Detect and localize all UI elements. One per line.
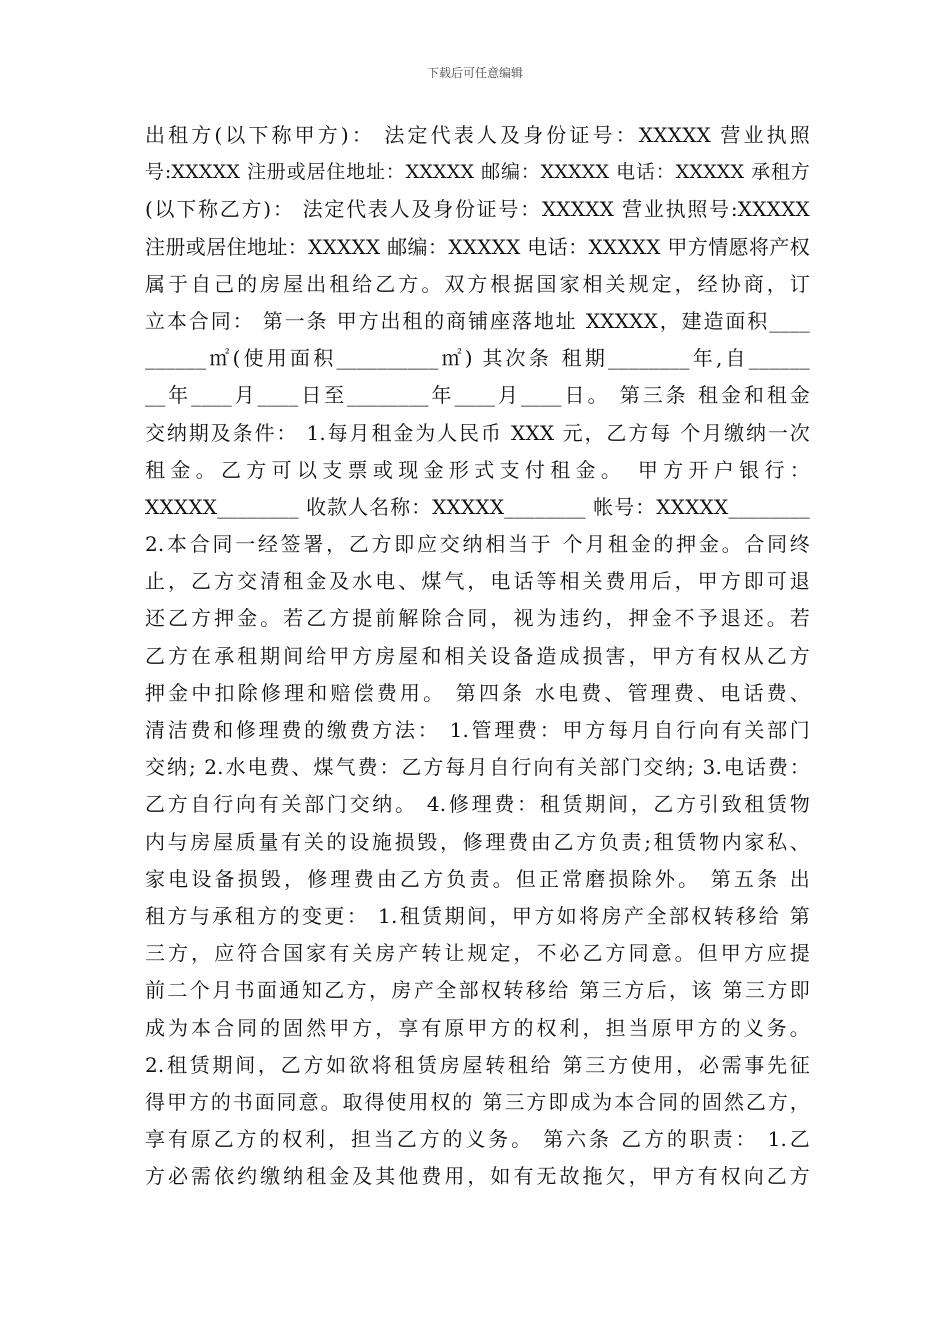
text-line: 清洁费和修理费的缴费方法： 1.管理费：甲方每月自行向有关部门 — [145, 718, 810, 742]
text-line: 属于自己的房屋出租给乙方。双方根据国家相关规定，经协商，订 — [145, 271, 810, 296]
text-line: 成为本合同的固然甲方，享有原甲方的权利，担当原甲方的义务。 — [145, 1015, 810, 1040]
text-line: 方必需依约缴纳租金及其他费用，如有无故拖欠，甲方有权向乙方 — [145, 1164, 810, 1189]
text-line: 交纳期及条件： 1.每月租金为人民币 XXX 元，乙方每 个月缴纳一次 — [145, 420, 810, 445]
text-line: (以下称乙方)： 法定代表人及身份证号：XXXXX 营业执照号:XXXXX — [145, 197, 810, 222]
text-line: __年____月____日至________年____月____日。 第三条 租金和租金 — [145, 383, 810, 408]
text-line: 2.本合同一经签署，乙方即应交纳相当于 个月租金的押金。合同终 — [145, 532, 810, 557]
text-line: 止，乙方交清租金及水电、煤气，电话等相关费用后，甲方即可退 — [145, 569, 810, 594]
text-line: 家电设备损毁，修理费由乙方负责。但正常磨损除外。 第五条 出 — [145, 866, 810, 891]
text-line: 注册或居住地址：XXXXX 邮编：XXXXX 电话：XXXXX 甲方情愿将产权 — [145, 234, 810, 259]
text-line: ______㎡(使用面积__________㎡) 其次条 租期________年,自______ — [145, 346, 810, 371]
text-line: 内与房屋质量有关的设施损毁，修理费由乙方负责;租赁物内家私、 — [145, 829, 810, 854]
text-line: 号:XXXXX 注册或居住地址：XXXXX 邮编：XXXXX 电话：XXXXX 承租方 — [145, 161, 810, 184]
text-line: XXXXX________ 收款人名称：XXXXX________ 帐号：XXXXX________ — [145, 494, 810, 519]
text-line: 享有原乙方的权利，担当乙方的义务。 第六条 乙方的职责： 1.乙 — [145, 1127, 810, 1152]
text-line: 2.租赁期间，乙方如欲将租赁房屋转租给 第三方使用，必需事先征 — [145, 1052, 810, 1077]
text-line: 押金中扣除修理和赔偿费用。 第四条 水电费、管理费、电话费、 — [145, 680, 810, 705]
text-line: 立本合同： 第一条 甲方出租的商铺座落地址 XXXXX，建造面积____ — [145, 308, 810, 333]
page-header: 下载后可任意编辑 — [426, 66, 523, 80]
text-line: 三方，应符合国家有关房产转让规定，不必乙方同意。但甲方应提 — [145, 941, 810, 966]
text-line: 出租方(以下称甲方)： 法定代表人及身份证号：XXXXX 营业执照 — [145, 123, 810, 147]
text-line: 得甲方的书面同意。取得使用权的 第三方即成为本合同的固然乙方， — [145, 1089, 810, 1114]
text-line: 乙方自行向有关部门交纳。 4.修理费：租赁期间，乙方引致租赁物 — [145, 792, 810, 817]
text-line: 乙方在承租期间给甲方房屋和相关设备造成损害，甲方有权从乙方 — [145, 643, 810, 668]
text-line: 还乙方押金。若乙方提前解除合同，视为违约，押金不予退还。若 — [145, 606, 810, 631]
text-line: 前二个月书面通知乙方，房产全部权转移给 第三方后，该 第三方即 — [145, 978, 810, 1003]
contract-body — [145, 117, 810, 1195]
text-line: 租方与承租方的变更： 1.租赁期间，甲方如将房产全部权转移给 第 — [145, 903, 810, 928]
text-line: 交纳; 2.水电费、煤气费：乙方每月自行向有关部门交纳; 3.电话费： — [145, 755, 810, 780]
text-line: 租金。乙方可以支票或现金形式支付租金。 甲方开户银行： — [145, 457, 810, 482]
